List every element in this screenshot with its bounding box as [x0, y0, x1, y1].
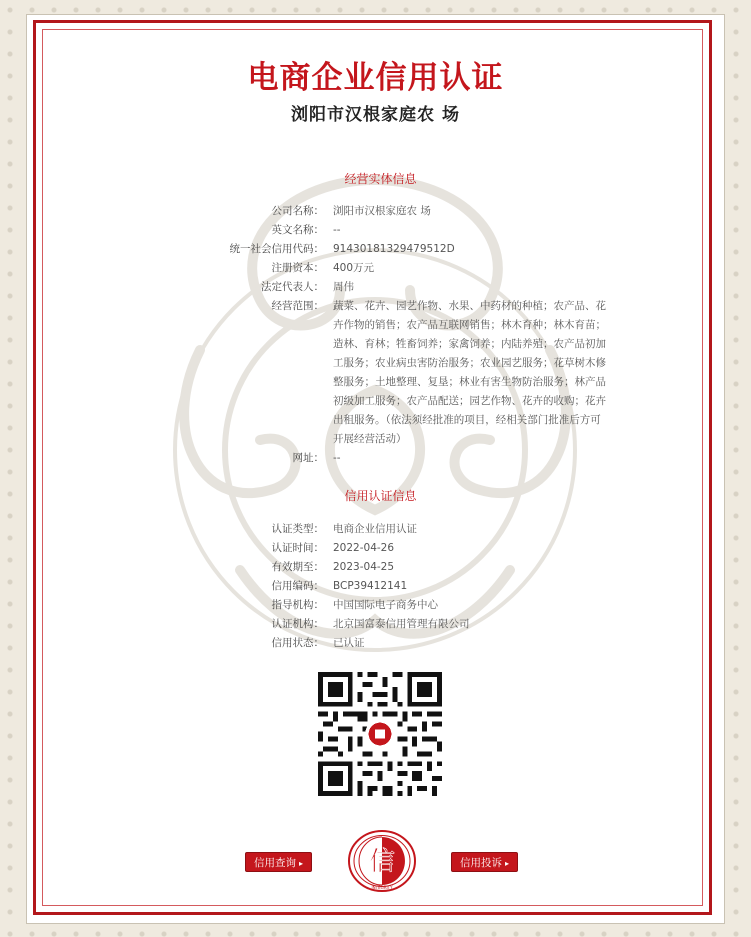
business-info-heading: 经营实体信息	[344, 172, 417, 186]
info-label: 有效期至：	[271, 561, 324, 573]
info-label: 法定代表人：	[261, 281, 324, 293]
scope-line: 开展经营活动）	[333, 433, 407, 445]
scope-line: 整服务；土地整理、复垦；林业有害生物防治服务；林产品	[333, 376, 606, 388]
arrow-right-icon: ▸	[299, 859, 304, 868]
scope-line: 初级加工服务；农产品配送；园艺作物、花卉的收购；花卉	[333, 395, 606, 407]
info-label: 认证时间：	[271, 542, 324, 554]
credit-query-label: 信用查询	[254, 857, 296, 869]
credit-query-button[interactable]	[245, 852, 312, 872]
info-value: 浏阳市汉根家庭农 场	[333, 205, 431, 217]
info-value: 2023-04-25	[333, 561, 395, 573]
info-label: 认证类型：	[271, 523, 324, 535]
scope-line: 造林、育林；牲畜饲养；家禽饲养；内陆养殖；农产品初加	[333, 338, 606, 350]
credit-complaint-button[interactable]	[451, 852, 518, 872]
info-label: 网址：	[292, 452, 324, 464]
info-label: 注册资本：	[271, 262, 324, 274]
info-row-business-scope	[150, 297, 620, 449]
info-label: 统一社会信用代码：	[229, 243, 324, 255]
seal-ring-text: INTEGRITY	[371, 885, 393, 890]
qr-code[interactable]	[318, 672, 442, 796]
info-label: 经营范围：	[271, 300, 324, 312]
info-value: 2022-04-26	[333, 542, 395, 554]
scope-line: 卉作物的销售；农产品互联网销售；林木育种；林木育苗；	[333, 319, 606, 331]
info-value: 北京国富泰信用管理有限公司	[333, 618, 470, 630]
info-value: BCP39412141	[333, 580, 408, 592]
credit-complaint-label: 信用投诉	[460, 857, 502, 869]
business-scope-text	[333, 297, 623, 449]
status-value: 已认证	[333, 637, 365, 649]
info-label: 公司名称：	[271, 205, 324, 217]
info-label: 指导机构：	[271, 599, 324, 611]
info-value: 电商企业信用认证	[333, 523, 417, 535]
info-value: 91430181329479512D	[333, 243, 455, 255]
info-label: 认证机构：	[271, 618, 324, 630]
scope-line: 蔬菜、花卉、园艺作物、水果、中药材的种植；农产品、花	[333, 300, 606, 312]
info-value: --	[333, 452, 341, 464]
company-name-heading: 浏阳市汉根家庭农 场	[291, 105, 460, 125]
info-label: 信用编码：	[271, 580, 324, 592]
certificate-title: 电商企业信用认证	[247, 60, 504, 96]
info-label: 信用状态：	[271, 637, 324, 649]
arrow-right-icon: ▸	[505, 859, 510, 868]
info-label: 英文名称：	[271, 224, 324, 236]
scope-line: 出租服务。（依法须经批准的项目，经相关部门批准后方可	[333, 414, 601, 426]
info-value: 周伟	[333, 281, 354, 293]
info-value: 中国国际电子商务中心	[333, 599, 438, 611]
credit-info-heading: 信用认证信息	[344, 489, 417, 503]
info-value: --	[333, 224, 341, 236]
integrity-seal-logo	[348, 830, 416, 892]
info-value: 400万元	[333, 262, 375, 274]
scope-line: 工服务；农业病虫害防治服务；农业园艺服务；花草树木修	[333, 357, 606, 369]
seal-character: 信	[368, 847, 396, 877]
